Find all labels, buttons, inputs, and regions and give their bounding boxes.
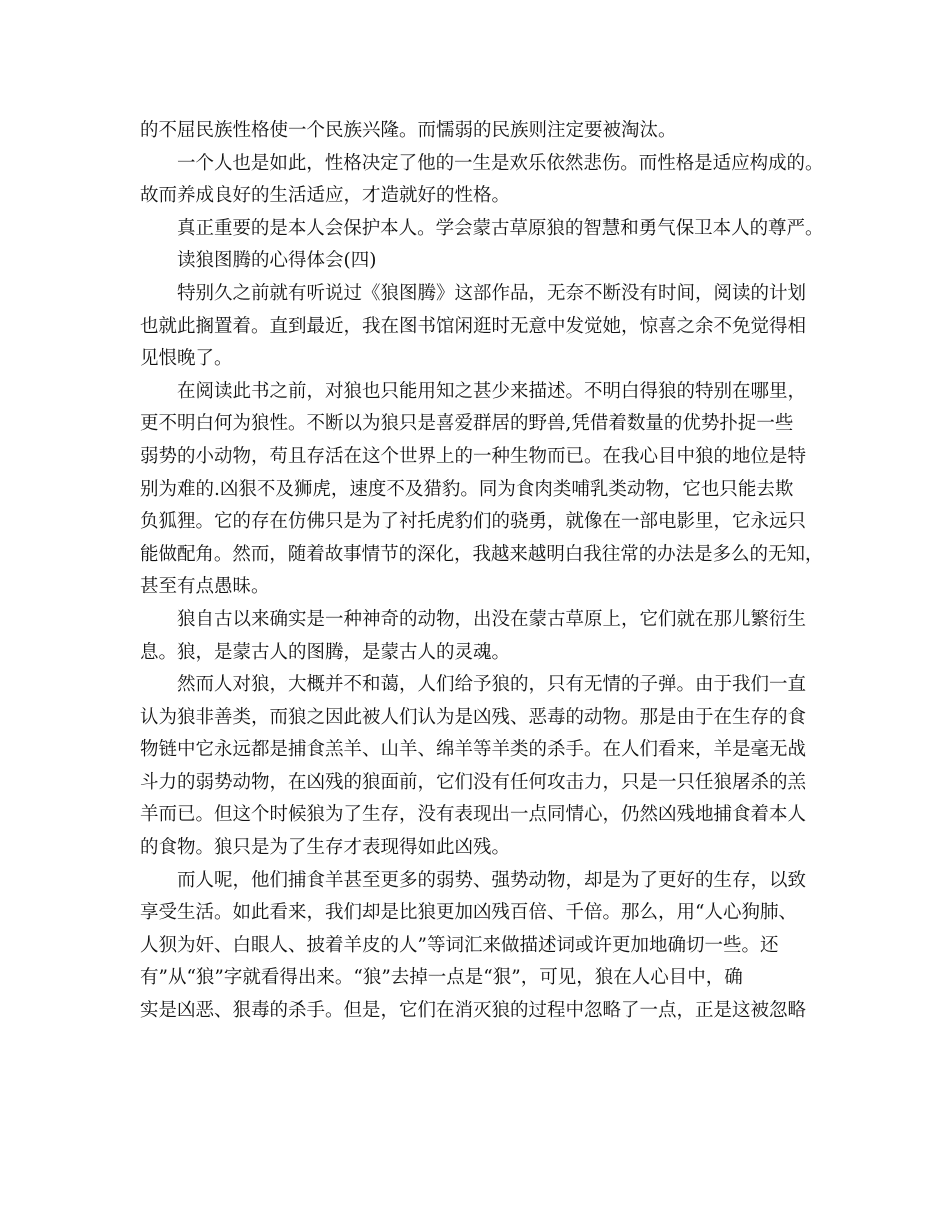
text-line: 甚至有点愚昧。 bbox=[140, 576, 270, 598]
text-line: 狼自古以来确实是一种神奇的动物，出没在蒙古草原上，它们就在那儿繁衍生 bbox=[177, 608, 807, 630]
text-line: 息。狼，是蒙古人的图腾，是蒙古人的灵魂。 bbox=[140, 641, 511, 663]
text-line: 享受生活。如此看来，我们却是比狼更加凶残百倍、千倍。那么，用“人心狗肺、 bbox=[140, 902, 797, 924]
document-body bbox=[140, 115, 824, 1028]
text-line: 然而人对狼，大概并不和蔼，人们给予狼的，只有无情的子弹。由于我们一直 bbox=[177, 674, 807, 696]
text-line: 的食物。狼只是为了生存才表现得如此凶残。 bbox=[140, 837, 511, 859]
text-line: 在阅读此书之前，对狼也只能用知之甚少来描述。不明白得狼的特别在哪里， bbox=[177, 380, 807, 402]
text-line: 能做配角。然而，随着故事情节的深化，我越来越明白我往常的办法是多么的无知， bbox=[140, 543, 824, 565]
text-line: 负狐狸。它的存在仿佛只是为了衬托虎豹们的骁勇，就像在一部电影里，它永远只 bbox=[140, 511, 807, 533]
text-line: 也就此搁置着。直到最近，我在图书馆闲逛时无意中发觉她，惊喜之余不免觉得相 bbox=[140, 315, 807, 337]
text-line: 真正重要的是本人会保护本人。学会蒙古草原狼的智慧和勇气保卫本人的尊严。 bbox=[177, 217, 824, 239]
text-line: 而人呢，他们捕食羊甚至更多的弱势、强势动物，却是为了更好的生存，以致 bbox=[177, 869, 807, 891]
text-line: 更不明白何为狼性。不断以为狼只是喜爱群居的野兽,凭借着数量的优势扑捉一些 bbox=[140, 413, 794, 435]
text-line: 的不屈民族性格使一个民族兴隆。而懦弱的民族则注定要被淘汰。 bbox=[140, 120, 677, 141]
text-line: 认为狼非善类，而狼之因此被人们认为是凶残、恶毒的动物。那是由于在生存的食 bbox=[140, 706, 807, 728]
text-line: 读狼图腾的心得体会(四) bbox=[177, 250, 377, 272]
text-line: 有”从“狼”字就看得出来。“狼”去掉一点是“狠”，可见，狼在人心目中，确 bbox=[140, 967, 743, 989]
text-line: 实是凶恶、狠毒的杀手。但是，它们在消灭狼的过程中忽略了一点，正是这被忽略 bbox=[140, 1000, 807, 1022]
text-line: 物链中它永远都是捕食羔羊、山羊、绵羊等羊类的杀手。在人们看来，羊是毫无战 bbox=[140, 739, 807, 761]
text-line: 人狈为奸、白眼人、披着羊皮的人”等词汇来做描述词或许更加地确切一些。还 bbox=[140, 934, 779, 956]
text-line: 一个人也是如此，性格决定了他的一生是欢乐依然悲伤。而性格是适应构成的。 bbox=[177, 152, 824, 174]
text-line: 别为难的.凶狠不及狮虎，速度不及猎豹。同为食肉类哺乳类动物，它也只能去欺 bbox=[140, 478, 794, 500]
text-line: 故而养成良好的生活适应，才造就好的性格。 bbox=[140, 185, 511, 207]
text-line: 见恨晚了。 bbox=[140, 348, 233, 370]
text-line: 特别久之前就有听说过《狼图腾》这部作品，无奈不断没有时间，阅读的计划 bbox=[177, 282, 807, 304]
text-line: 羊而已。但这个时候狼为了生存，没有表现出一点同情心，仍然凶残地捕食着本人 bbox=[140, 804, 807, 826]
text-line: 弱势的小动物，苟且存活在这个世界上的一种生物而已。在我心目中狼的地位是特 bbox=[140, 445, 807, 467]
text-line: 斗力的弱势动物，在凶残的狼面前，它们没有任何攻击力，只是一只任狼屠杀的羔 bbox=[140, 771, 807, 793]
